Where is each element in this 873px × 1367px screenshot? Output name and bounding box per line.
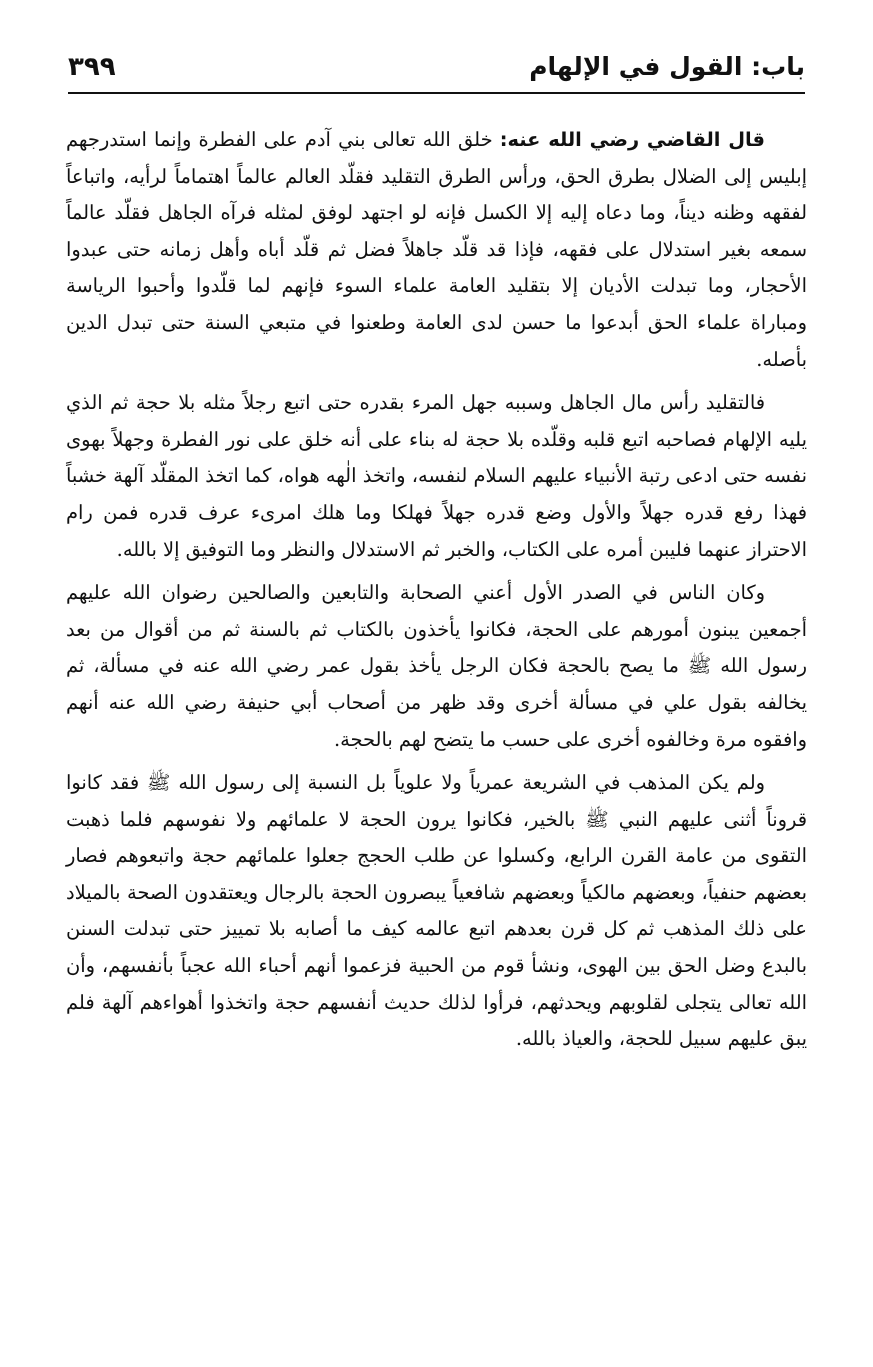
page-number: ٣٩٩: [68, 52, 116, 82]
paragraph-3: وكان الناس في الصدر الأول أعني الصحابة والتابعين والصالحين رضوان الله عليهم أجمعين يبنون أمورهم على الحجة، فكانوا يأخذون بالكتاب ثم بالسنة ثم من أقوال من بعد رسول الله ﷺ ما يصح بالحجة فكان الرجل يأخذ بقول عمر رضي الله عنه في مسألة، ثم يخالفه بقول علي في مسألة أخرى وقد ظهر من أصحاب أبي حنيفة رضي الله عنه أنهم وافقوه مرة وخالفوه أخرى على حسب ما يتضح لهم بالحجة.: [66, 581, 807, 751]
paragraph-1: [66, 122, 807, 378]
paragraph-4: ولم يكن المذهب في الشريعة عمرياً ولا علوياً بل النسبة إلى رسول الله ﷺ فقد كانوا قروناً أثنى عليهم النبي ﷺ بالخير، فكانوا يرون الحجة لا علمائهم ولا نفوسهم فلما ذهبت التقوى من عامة القرن الرابع، وكسلوا عن طلب الحجج جعلوا علمائهم حجة واتبعوهم فصار بعضهم حنفياً، وبعضهم مالكياً وبعضهم شافعياً يبصرون الحجة بالرجال ويعتقدون الصحة بالميلاد على ذلك المذهب ثم كل قرن بعدهم اتبع عالمه كيف ما أصابه بلا تمييز حتى تبدلت السنن بالبدع وضل الحق بين الهوى، ونشأ قوم من الحبية فزعموا أنهم أحباء الله عجباً بأنفسهم، وأن الله تعالى يتجلى لقلوبهم ويحدثهم، فرأوا لذلك حديث أنفسهم حجة واتخذوا أهواءهم آلهة فلم يبق عليهم سبيل للحجة، والعياذ بالله.: [66, 771, 807, 1051]
chapter-title: باب: القول في الإلهام: [529, 52, 805, 81]
header-divider: [68, 92, 805, 94]
page-body: [66, 122, 807, 1065]
paragraph-1-text: خلق الله تعالى بني آدم على الفطرة وإنما استدرجهم إبليس إلى الضلال بطرق الحق، ورأس الطرق التقليد فقلّد العالم عالماً اهتماماً لرأيه، واتباعاً لفقهه وظنه ديناً، وما دعاه إليه إلا الكسل فإنه لو اجتهد لوفق لمثله فرآه الجاهل فقلّد عالماً سمعه بغير استدلال على فقهه، فإذا قد قلّد جاهلاً فضل ثم قلّد أباه وأهل زمانه حتى عبدوا الأحجار، وما تبدلت الأديان إلا بتقليد العامة علماء السوء فإنهم لما قلّدوا وأحبوا الرياسة ومباراة علماء الحق أبدعوا ما حسن لدى العامة وطعنوا في متبعي السنة حتى تبدل الدين بأصله.: [66, 128, 807, 371]
page-header: [68, 52, 805, 92]
paragraph-2: فالتقليد رأس مال الجاهل وسببه جهل المرء بقدره حتى اتبع رجلاً مثله بلا حجة ثم الذي يليه الإلهام فصاحبه اتبع قلبه وقلّده بلا حجة له بناء على أنه خلق على نور الفطرة وجهلاً بهوى نفسه حتى ادعى رتبة الأنبياء عليهم السلام لنفسه، واتخذ الٰهه هواه، كما اتخذ المقلّد آلهة خشباً فهذا رفع قدره جهلاً والأول وضع قدره جهلاً فهلكا وما هلك امرىء عرف قدره فمن رام الاحتراز عنهما فليبن أمره على الكتاب، والخبر ثم الاستدلال والنظر وما التوفيق إلا بالله.: [66, 391, 807, 561]
paragraph-1-lead: قال القاضي رضي الله عنه:: [499, 128, 765, 151]
